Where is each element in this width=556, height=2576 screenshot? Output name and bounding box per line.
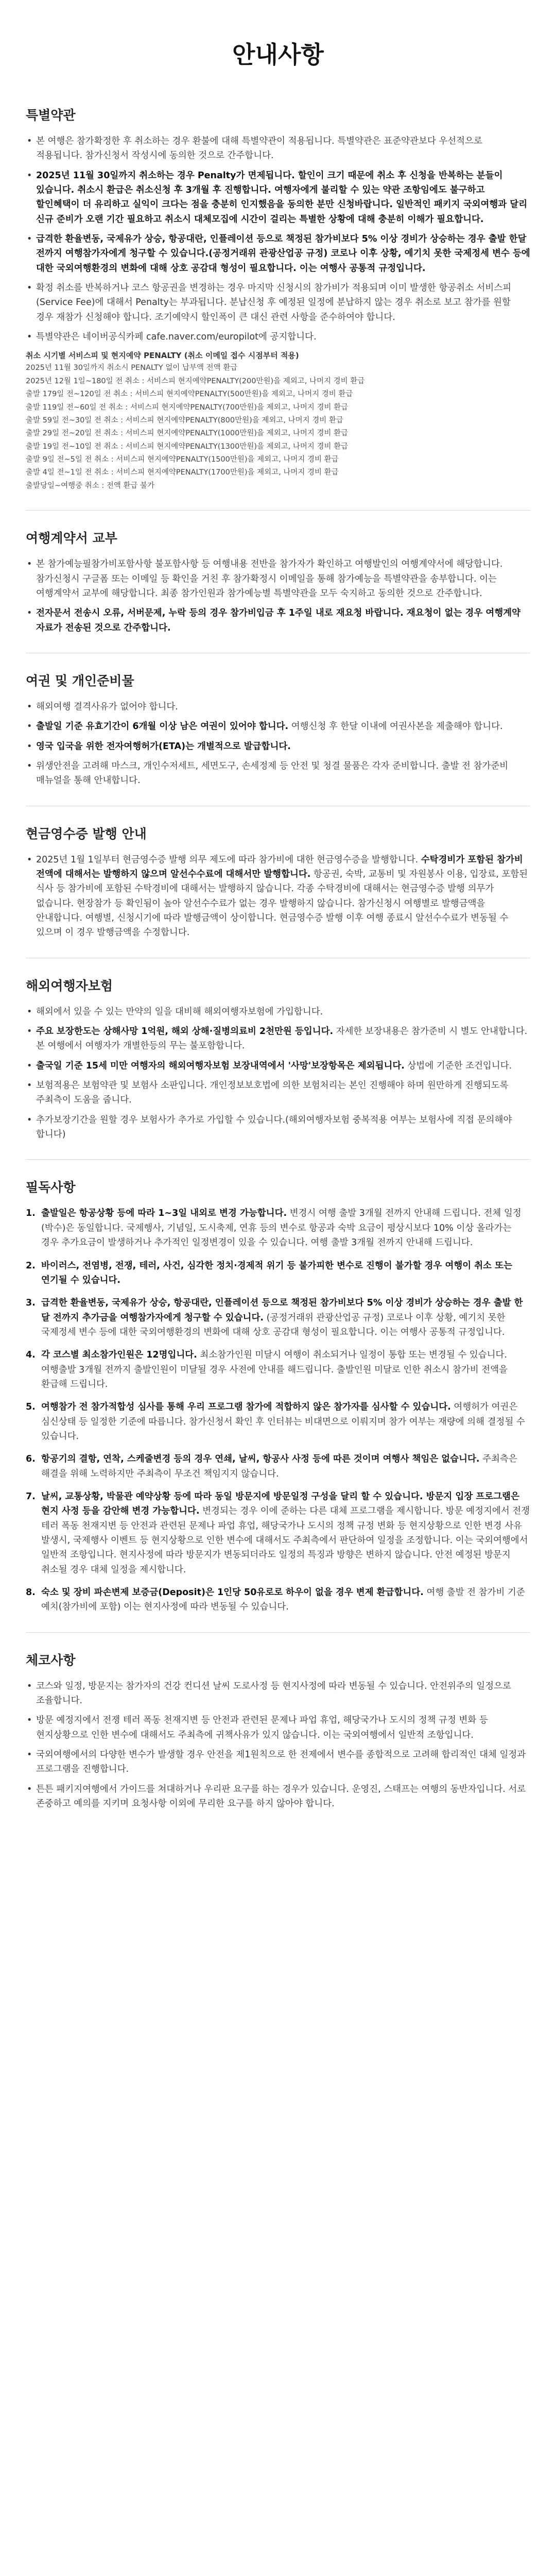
item-emphasis: 2025년 11월 30일까지 취소하는 경우 Penalty가 면제됩니다. 할인이 크기 때문에 취소 후 신청을 반복하는 분들이 있습니다. 취소시 환급은 취소신청 후 3개월 후 진행합니다. 여행자에게 불리할 수 있는 약관 조항임에도 불구하고 할인혜택이 더 유리하고 실익이 크다는 점을 충분히 인지했음을 동의한 분만 신청바랍니다. 일반적인 패키지 국외여행과 달리 신규 준비가 오랜 기간 필요하고 취소시 대체모집에 시간이 걸리는 특별한 상황에 대해 충분히 이해가 필요합니다. — [36, 170, 528, 225]
item-text: 본 참가예능필참가비포함사항 불포함사항 등 여행내용 전반을 참가자가 확인하고 여행발인의 여행계약서에 해당합니다. 참가신청시 구글폼 또는 이메일 등 확인을 거친 후 참가확정시 이메일을 통해 참가예능을 특별약관을 송부합니다. 이는 여행계약서 교부에 해당합니다. 최종 참가인원과 참가예능별 특별약관을 모두 숙지하고 동의한 것으로 간주합니다. — [36, 559, 503, 599]
cancel-penalty-row: 출발 4일 전~1일 전 취소 : 서비스피 현지예약PENALTY(1700만원)을 제외고, 나머지 경비 환급 — [26, 468, 339, 477]
list-item — [26, 1348, 530, 1392]
bullet-list — [26, 134, 530, 344]
item-emphasis: 날씨, 교통상황, 박물관 예약상황 등에 따라 동일 방문지에 방문일정 구성을 달리 할 수 있습니다. 방문지 입장 프로그램은 현지 사정 등을 감안해 변경 가능합니다. — [41, 1491, 519, 1517]
page-title: 안내사항 — [232, 41, 324, 69]
item-text: 특별약관은 네이버공식카페 — [36, 332, 146, 343]
section-divider — [26, 1632, 530, 1633]
section-title: 여권 및 개인준비물 — [26, 673, 134, 688]
cancel-penalty-row: 출발 179일 전~120일 전 취소 : 서비스피 현지예약PENALTY(500만원)을 제외고, 나머지 경비 환급 — [26, 390, 353, 399]
section-title: 현금영수증 발행 안내 — [26, 826, 147, 841]
list-item — [26, 739, 530, 754]
item-text: 방문 예정지에서 전쟁 테러 폭동 천재지변 등 안전과 관련된 문제나 파업 휴업, 해당국가나 도시의 정책 규정 변화 등 현지상황으로 인한 변수에 대해서도 주최측에 귀책사유가 있지 않습니다. 이는 국외여행에서 일반적 조항입니다. — [36, 1715, 488, 1740]
item-text: 변경되는 경우 이에 준하는 다른 대체 프로그램을 제시합니다. 방문 예정지에서 전쟁 테러 폭동 천재지변 등 안전과 관련된 문제나 파업 휴업, 해당국가나 도시의 정책 규정 변화 등 현지상황으로 인한 변경 사유 발생시, 국제행사 이벤트 등 현지상황으로 인한 변수에 대해서도 주최측에서 판단하여 일정을 조정합니다. 이는 국외여행에서 일반적 조항입니다. 현지사정에 따라 방문지가 변동되더라도 일정의 특징과 방향은 변하지 않습니다. 안전 예정된 방문지 취소될 경우 대체 일정을 제시합니다. — [41, 1506, 530, 1575]
item-emphasis: 급격한 환율변동, 국제유가 상승, 항공대란, 인플레이션 등으로 책정된 참가비보다 5% 이상 경비가 상승하는 경우 출발 한 달 전까지 추가금을 여행참가자에게 청구할 수 있습니다. — [41, 1298, 523, 1323]
list-item — [26, 700, 530, 714]
notice-content — [26, 105, 530, 1811]
section-title: 해외여행자보험 — [26, 978, 113, 993]
bullet-list — [26, 700, 530, 788]
item-emphasis: 출발일은 항공상황 등에 따라 1~3일 내외로 변경 가능합니다. — [41, 1208, 287, 1219]
item-text: 국외여행에서의 다양한 변수가 발생할 경우 안전을 제1원칙으로 한 전제에서 변수를 종합적으로 고려해 합리적인 대체 일정과 프로그램을 진행합니다. — [36, 1750, 526, 1775]
list-item — [26, 1206, 530, 1250]
section-must-read — [26, 1159, 530, 1614]
list-item — [26, 606, 530, 635]
cancel-penalty-row: 출발 19일 전~10일 전 취소 : 서비스피 현지예약PENALTY(1300만원)을 제외고, 나머지 경비 환급 — [26, 442, 349, 451]
list-item — [26, 1113, 530, 1142]
list-item — [26, 1585, 530, 1615]
section-title: 특별약관 — [26, 108, 76, 123]
item-text: 튼튼 패키지여행에서 가이드를 쳐대하거나 우리판 요구를 하는 경우가 있습니다. 운영진, 스태프는 여행의 동반자입니다. 서로 존중하고 예의를 지키며 요청사항 이외에 무리한 요구를 하지 않아야 합니다. — [36, 1784, 526, 1809]
bullet-list — [26, 557, 530, 635]
list-item — [26, 1005, 530, 1019]
list-item — [26, 557, 530, 601]
list-item — [26, 853, 530, 940]
item-emphasis: 각 코스별 최소참가인원은 12명입니다. — [41, 1350, 197, 1361]
bullet-list — [26, 1005, 530, 1142]
section-divider — [26, 510, 530, 511]
item-text: (공정거래위 관광산업공 규정) 코로나 이후 상황, 예기치 못한 국제정세 변수 등에 대한 국외여행환경의 변화에 대해 상호 공감대 형성이 필요합니다. 이는 여행사 공통적 규정입니다. — [41, 1312, 506, 1337]
item-text: 최소참가인원 미달시 여행이 취소되거나 일정이 통합 또는 변경될 수 있습니다. 여행출발 3개월 전까지 출발인원이 미달될 경우 사전에 안내를 해드립니다. 출발인원 미달로 인한 취소시 참가비 전액을 환급해 드립니다. — [41, 1350, 508, 1389]
cancel-penalty-table — [26, 349, 530, 493]
cancel-penalty-row: 2025년 11월 30일까지 취소시 PENALTY 없이 납부액 전액 환급 — [26, 364, 238, 372]
list-item — [26, 330, 530, 344]
item-emphasis: 주요 보장한도는 상해사망 1억원, 해외 상해·질병의료비 2천만원 등입니다. — [36, 1026, 334, 1037]
bullet-list — [26, 1679, 530, 1811]
item-text: 위생안전을 고려해 마스크, 개인수저세트, 세면도구, 손세정제 등 안전 및 청결 물품은 각자 준비합니다. 출발 전 참가준비 매뉴얼을 통해 안내합니다. — [36, 760, 509, 786]
list-item — [26, 1296, 530, 1340]
item-text: 주최측은 해결을 위해 노력하지만 주최측이 무조건 책임지지 않습니다. — [41, 1454, 517, 1479]
item-text: 항공권, 숙박, 교통비 및 자원봉사 이용, 입장료, 포함된 식사 등 참가비에 포함된 수탁경비에 대해서는 발행하지 않습니다. 각종 수탁경비에 대해서는 현금영수증 발행 의무가 없습니다. 현장참가 등 확인됨이 높아 알선수수료가 없는 경우 발행하지 않습니다. 참가신청시 여행별로 발행금액을 안내합니다. 여행별, 신청시기에 따라 발행금액이 상이합니다. 현금영수증 발행 이후 여행 종료시 알선수수료가 변동될 수 있으며 이 경우 발행금액을 수정합니다. — [36, 869, 528, 938]
section-title: 필독사항 — [26, 1180, 76, 1195]
list-item — [26, 168, 530, 227]
list-item — [26, 1078, 530, 1108]
section-receipt — [26, 806, 530, 940]
list-item — [26, 1059, 530, 1073]
item-text: 상법에 기준한 조건입니다. — [404, 1060, 512, 1071]
list-item — [26, 1782, 530, 1811]
item-emphasis: 수탁경비가 포함된 참가비 전액에 대해서는 발행하지 않으며 알선수수료에 대해서만 발행합니다. — [36, 854, 523, 879]
item-number: 7. — [26, 1491, 36, 1502]
item-text: cafe.naver.com/europilot에 공지합니다. — [146, 332, 317, 343]
item-text: 해외여행 결격사유가 없어야 합니다. — [36, 701, 178, 712]
item-emphasis: 출국일 기준 15세 미만 여행자의 해외여행자보험 보장내역에서 '사망'보장항목은 제외됩니다. — [36, 1060, 405, 1071]
item-text: 여행 출발 전 참가비 기준 예치(참가비에 포함) 이는 현지사정에 따라 변동될 수 있습니다. — [41, 1587, 525, 1613]
list-item — [26, 1713, 530, 1742]
list-item — [26, 1259, 530, 1288]
item-emphasis: 바이러스, 전염병, 전쟁, 테러, 사건, 심각한 정치·경제적 위기 등 불가피한 변수로 진행이 불가할 경우 여행이 취소 또는 연기될 수 있습니다. — [41, 1260, 512, 1285]
section-special-terms — [26, 105, 530, 493]
section-title: 체코사항 — [26, 1652, 76, 1668]
list-item — [26, 232, 530, 276]
item-text: 본 여행은 참가확정한 후 취소하는 경우 환불에 대해 특별약관이 적용됩니다. 특별약관은 표준약관보다 우선적으로 적용됩니다. 참가신청서 작성시에 동의한 것으로 간주합니다. — [36, 136, 482, 161]
cancel-penalty-title: 취소 시기별 서비스피 및 현지예약 PENALTY (취소 이메일 접수 시점부터 적용) — [26, 351, 299, 361]
section-grant — [26, 510, 530, 635]
item-emphasis: 출발일 기준 유효기간이 6개월 이상 남은 여권이 있어야 합니다. — [36, 721, 289, 732]
item-text: 추가보장기간을 원할 경우 보험사가 추가로 가입할 수 있습니다.(해외여행자보험 중복적용 여부는 보험사에 직접 문의해야 합니다) — [36, 1114, 512, 1140]
list-item — [26, 134, 530, 163]
section-title: 여행계약서 교부 — [26, 531, 117, 546]
item-text: 여행신청 후 한달 이내에 여권사본을 제출해야 합니다. — [288, 721, 503, 732]
item-text: 해외에서 있을 수 있는 만약의 일을 대비해 해외여행자보험에 가입합니다. — [36, 1006, 323, 1017]
cancel-penalty-row: 출발 119일 전~60일 전 취소 : 서비스피 현지예약PENALTY(700만원)을 제외고, 나머지 경비 환급 — [26, 403, 349, 412]
cancel-penalty-row: 출발 29일 전~20일 전 취소 : 서비스피 현지예약PENALTY(1000만원)을 제외고, 나머지 경비 환급 — [26, 429, 349, 438]
item-number: 3. — [26, 1298, 36, 1309]
list-item — [26, 1489, 530, 1577]
item-emphasis: 급격한 환율변동, 국제유가 상승, 항공대란, 인플레이션 등으로 책정된 참가비보다 5% 이상 경비가 상승하는 경우 출발 한달 전까지 여행참가자에게 청구할 수 있습니다.(공정거래위 관광산업공 규정) 코로나 이후 상황, 예기치 못한 국제정세 변수 등에 대한 국외여행환경의 변화에 대해 상호 공감대 형성이 필요합니다. 이는 여행사 공통적 규정입니다. — [36, 234, 530, 274]
item-number: 4. — [26, 1350, 36, 1361]
item-text: 확정 취소를 반복하거나 코스 항공권을 변경하는 경우 마지막 신청시의 참가비가 적용되며 이미 발생한 항공취소 서비스피(Service Fee)에 대해서 Penalty는 부과됩니다. 분납신청 후 예정된 일정에 분납하지 않는 경우 취소로 보고 참가를 원할 경우 재참가 신청해야 합니다. 조기예약시 할인폭이 큰 대신 관련 사항을 준수하여야 합니다. — [36, 283, 512, 323]
bullet-list — [26, 853, 530, 940]
item-number: 8. — [26, 1587, 36, 1598]
item-emphasis: 숙소 및 장비 파손변제 보증금(Deposit)은 1인당 50유로로 하우이 없을 경우 변제 환급합니다. — [41, 1587, 424, 1598]
cancel-penalty-row: 출발 59일 전~30일 전 취소 : 서비스피 현지예약PENALTY(800만원)을 제외고, 나머지 경비 환급 — [26, 416, 343, 425]
numbered-list — [26, 1206, 530, 1614]
list-item — [26, 719, 530, 734]
list-item — [26, 1024, 530, 1054]
list-item — [26, 1679, 530, 1708]
cancel-penalty-row: 출발당일~여행중 취소 : 전액 환급 불가 — [26, 481, 155, 490]
item-emphasis: 영국 입국을 위한 전자여행허가(ETA)는 개별적으로 발급합니다. — [36, 741, 291, 752]
item-text: 자세한 보장내용은 참가준비 시 별도 안내합니다. 본 여행에서 여행자가 개별한등의 무는 불포함합니다. — [36, 1026, 528, 1052]
item-emphasis: 항공기의 결항, 연착, 스케줄변경 등의 경우 연쇄, 날씨, 항공사 사정 등에 따른 것이며 여행사 책임은 없습니다. — [41, 1454, 480, 1465]
item-number: 6. — [26, 1454, 36, 1465]
item-emphasis: 여행참가 전 참가적합성 심사를 통해 우리 프로그램 참가에 적합하지 않은 참가자를 심사할 수 있습니다. — [41, 1402, 451, 1413]
list-item — [26, 759, 530, 788]
section-stay — [26, 1632, 530, 1811]
list-item — [26, 1400, 530, 1444]
item-text: 여행허가 여권은 심신상태 등 일정한 기준에 따릅니다. 참가신청서 확인 후 인터뷰는 비대면으로 이뤄지며 참가 여부는 재량에 의해 결정될 수 있습니다. — [41, 1402, 525, 1442]
section-insurance — [26, 958, 530, 1142]
section-passport — [26, 653, 530, 788]
list-item — [26, 281, 530, 325]
item-text: 보험적용은 보험약관 및 보험사 소판입니다. 개인정보보호법에 의한 보험처리는 본인 진행해야 하며 원만하게 진행되도록 주최측이 도움을 줍니다. — [36, 1080, 509, 1106]
cancel-penalty-row: 출발 9일 전~5일 전 취소 : 서비스피 현지예약PENALTY(1500만원)을 제외고, 나머지 경비 환급 — [26, 455, 339, 464]
item-text: 코스와 일정, 방문지는 참가자의 건강 컨디션 날씨 도로사정 등 현지사정에 따라 변동될 수 있습니다. 안전위주의 일정으로 조율합니다. — [36, 1681, 511, 1706]
item-emphasis: 전자문서 전송시 오류, 서버문제, 누락 등의 경우 참가비입금 후 1주일 내로 재요청 바랍니다. 재요청이 없는 경우 여행계약 자료가 전송된 것으로 간주합니다. — [36, 608, 521, 633]
item-text: 변경시 여행 출발 3개월 전까지 안내해 드립니다. 전체 일정(박수)은 동일합니다. 국제행사, 기념일, 도시축제, 연휴 등의 변수로 항공과 숙박 요금이 평상시보다 10% 이상 올라가는 경우 추가요금이 발생하거나 추가적인 일정변경이 있을 수 있습니다. 여행 출발 3개월 전까지 안내해 드립니다. — [41, 1208, 522, 1248]
item-text: 2025년 1월 1일부터 현금영수증 발행 의무 제도에 따라 참가비에 대한 현금영수증을 발행합니다. — [36, 854, 421, 865]
item-number: 1. — [26, 1208, 36, 1219]
item-number: 5. — [26, 1402, 36, 1413]
cancel-penalty-row: 2025년 12월 1일~180일 전 취소 : 서비스피 현지예약PENALTY(200만원)을 제외고, 나머지 경비 환급 — [26, 377, 365, 385]
item-number: 2. — [26, 1260, 36, 1271]
list-item — [26, 1452, 530, 1481]
section-divider — [26, 1159, 530, 1160]
list-item — [26, 1748, 530, 1777]
